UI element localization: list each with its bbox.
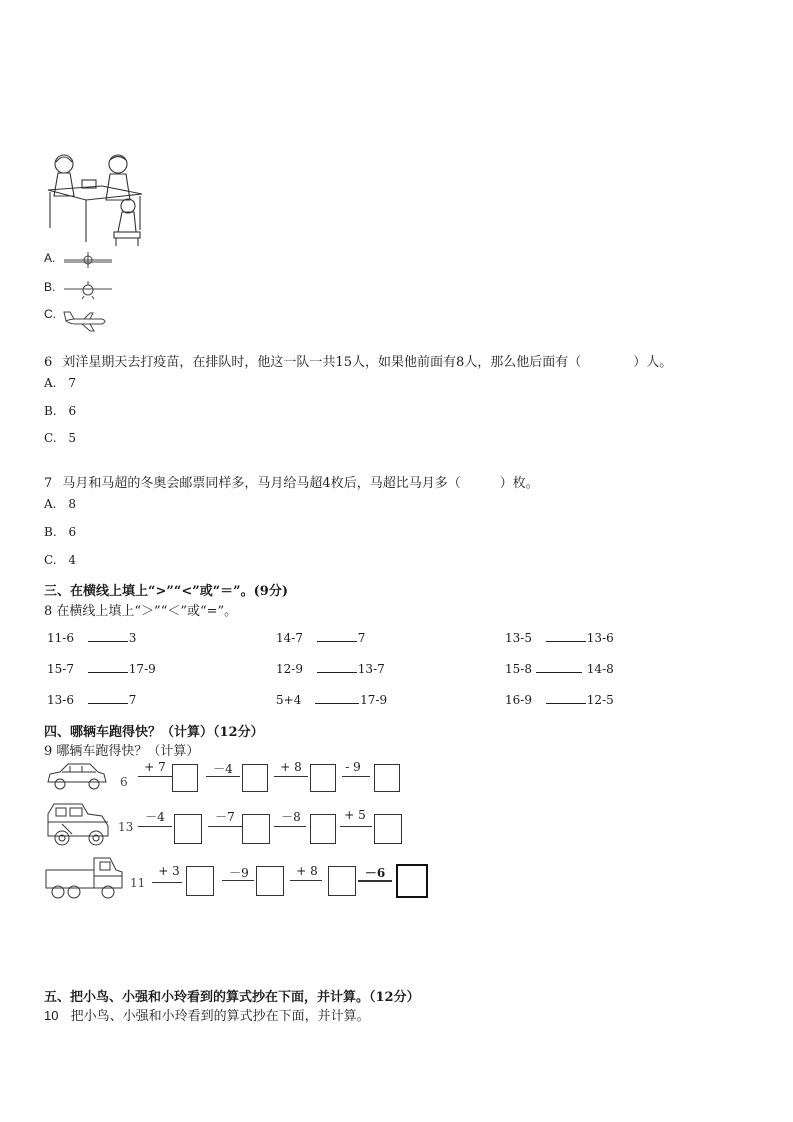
expr-right: 14-8 (586, 662, 614, 676)
expr-right: 3 (128, 631, 137, 645)
expr-left: 14-7 (276, 631, 303, 645)
step-label: + 8 (280, 760, 302, 774)
arrow-line (138, 776, 172, 777)
start-number: 13 (118, 820, 134, 834)
arrow-line (206, 776, 240, 777)
answer-box[interactable] (310, 814, 336, 844)
option-value: 5 (68, 431, 77, 445)
question-text: 刘洋星期天去打疫苗，在排队时，他这一队一共15人，如果他前面有8人，那么他后面有（ ）人。 (62, 355, 673, 370)
answer-blank[interactable] (546, 691, 586, 704)
question-number: 10 (44, 1008, 59, 1023)
answer-box[interactable] (172, 764, 198, 792)
compare-expression (505, 691, 614, 707)
step-label: + 8 (296, 864, 318, 878)
q6-stem (44, 351, 672, 370)
compare-expression (47, 691, 136, 707)
option-value: 8 (68, 497, 76, 511)
airplane-front-view-icon (62, 280, 114, 300)
truck-icon (44, 856, 124, 904)
expr-left: 13-5 (505, 631, 532, 645)
q8-stem: 8 在横线上填上“＞”“＜”或“=”。 (44, 604, 238, 619)
step-label: －9 (229, 866, 249, 880)
expr-right: 12-5 (586, 693, 614, 707)
answer-box[interactable] (374, 814, 402, 844)
step-label: －6 (364, 866, 386, 880)
q5-option-b[interactable] (44, 280, 124, 300)
expr-right: 17-9 (128, 662, 156, 676)
option-letter: B. (44, 525, 57, 539)
section-5-header: 五、把小鸟、小强和小玲看到的算式抄在下面，并计算。（12分） (44, 990, 420, 1005)
step-label: －4 (213, 762, 233, 776)
answer-box[interactable] (186, 866, 214, 896)
q5-option-c[interactable] (44, 307, 124, 333)
arrow-line (340, 826, 372, 827)
answer-box[interactable] (310, 764, 336, 792)
arrow-line (274, 776, 308, 777)
answer-box[interactable] (374, 764, 400, 792)
expr-left: 16-9 (505, 693, 532, 707)
children-at-table-illustration (42, 150, 154, 248)
q5-option-a[interactable] (44, 251, 124, 269)
option-letter: B. (44, 280, 56, 294)
step-label: + 5 (344, 808, 366, 822)
calc-chain (150, 864, 440, 902)
expr-left: 5+4 (276, 693, 302, 707)
answer-box[interactable] (396, 864, 428, 898)
q7-stem (44, 472, 539, 491)
question-number: 7 (44, 476, 53, 491)
expr-left: 15-7 (47, 662, 74, 676)
answer-blank[interactable] (88, 660, 128, 673)
answer-blank[interactable] (88, 691, 128, 704)
answer-blank[interactable] (317, 660, 357, 673)
q10-stem (44, 1005, 370, 1024)
expr-right: 7 (357, 631, 366, 645)
airplane-side-view-icon (62, 307, 110, 333)
step-label: －7 (215, 810, 235, 824)
option-letter: C. (44, 431, 57, 445)
section-4-header: 四、哪辆车跑得快？（计算）（12分） (44, 725, 264, 740)
question-text: 马月和马超的冬奥会邮票同样多，马月给马超4枚后，马超比马月多（ ）枚。 (62, 476, 539, 491)
answer-box[interactable] (328, 866, 356, 896)
compare-expression (505, 629, 614, 645)
section-3-header: 三、在横线上填上“>”“<”或“＝”。(9分) (44, 584, 288, 599)
start-number: 6 (120, 775, 128, 789)
option-value: 7 (68, 376, 76, 390)
arrow-line (290, 880, 322, 881)
arrow-line (342, 776, 370, 777)
q7-option-b[interactable] (44, 525, 76, 539)
jeep-icon (44, 800, 112, 850)
option-letter: C. (44, 307, 56, 321)
option-letter: A. (44, 251, 56, 265)
arrow-line (208, 826, 242, 827)
compare-expression (47, 629, 136, 645)
compare-expression (276, 691, 387, 707)
answer-box[interactable] (242, 814, 270, 844)
start-number: 11 (130, 876, 146, 890)
q6-option-c[interactable] (44, 431, 76, 445)
compare-expression (47, 660, 156, 676)
step-label: + 3 (158, 864, 180, 878)
answer-box[interactable] (242, 764, 268, 792)
compare-expression (276, 660, 385, 676)
answer-blank[interactable] (536, 660, 582, 673)
answer-box[interactable] (256, 866, 284, 896)
expr-right: 7 (128, 693, 137, 707)
option-letter: A. (44, 376, 57, 390)
step-label: －4 (145, 810, 165, 824)
step-label: －8 (281, 810, 301, 824)
option-letter: A. (44, 497, 57, 511)
expr-right: 13-6 (586, 631, 614, 645)
q7-option-c[interactable] (44, 553, 76, 567)
answer-blank[interactable] (88, 629, 128, 642)
option-value: 6 (68, 404, 77, 418)
option-letter: C. (44, 553, 57, 567)
compare-expression (505, 660, 614, 676)
step-label: + 7 (144, 760, 166, 774)
expr-left: 13-6 (47, 693, 74, 707)
option-letter: B. (44, 404, 57, 418)
arrow-line (274, 826, 306, 827)
expr-right: 13-7 (357, 662, 385, 676)
answer-blank[interactable] (317, 629, 357, 642)
expr-left: 12-9 (276, 662, 303, 676)
answer-blank[interactable] (546, 629, 586, 642)
expr-left: 11-6 (47, 631, 74, 645)
car-icon (46, 760, 108, 794)
question-number: 6 (44, 355, 53, 370)
airplane-top-view-icon (62, 251, 114, 269)
option-value: 4 (68, 553, 77, 567)
answer-blank[interactable] (315, 691, 359, 704)
q9-stem: 9 哪辆车跑得快？（计算） (44, 744, 200, 759)
arrow-line (358, 880, 392, 882)
calc-chain (136, 760, 406, 792)
step-label: - 9 (345, 760, 361, 774)
expr-right: 17-9 (360, 693, 388, 707)
arrow-line (152, 882, 182, 883)
q6-option-a[interactable] (44, 376, 76, 390)
option-value: 6 (68, 525, 77, 539)
arrow-line (138, 826, 172, 827)
expr-left: 15-8 (505, 662, 532, 676)
answer-box[interactable] (174, 814, 202, 844)
question-text: 把小鸟、小强和小玲看到的算式抄在下面，并计算。 (70, 1009, 370, 1024)
arrow-line (222, 880, 254, 881)
q7-option-a[interactable] (44, 497, 76, 511)
q6-option-b[interactable] (44, 404, 76, 418)
compare-expression (276, 629, 365, 645)
calc-chain (136, 808, 406, 844)
